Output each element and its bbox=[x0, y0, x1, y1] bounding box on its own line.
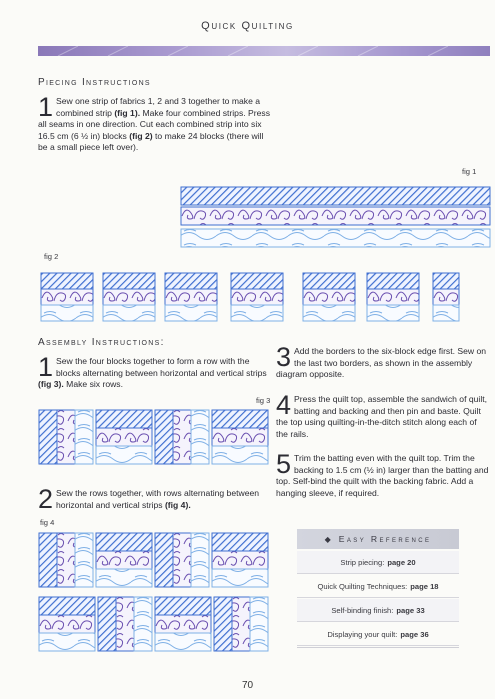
assembly-step-1 bbox=[38, 352, 270, 391]
reference-page: page 20 bbox=[387, 557, 416, 567]
strip-fabric-3 bbox=[181, 229, 490, 247]
fig-2-block bbox=[231, 273, 283, 321]
reference-page: page 36 bbox=[400, 629, 429, 639]
fig-3-block-horizontal bbox=[212, 410, 268, 464]
fig-3-row bbox=[38, 409, 270, 465]
fig-3-block-horizontal bbox=[96, 410, 152, 464]
assembly-step-3 bbox=[276, 342, 490, 381]
fig-2-label: fig 2 bbox=[44, 252, 59, 261]
fig-2-block bbox=[367, 273, 419, 321]
fig-4-row-2 bbox=[39, 597, 268, 651]
reference-item bbox=[297, 599, 459, 622]
assembly-title: Assembly Instructions: bbox=[38, 337, 165, 348]
reference-item bbox=[297, 623, 459, 646]
fig-1-strips bbox=[180, 186, 491, 248]
step-text: Sew the four blocks together to form a row with the blocks alternating between horizontal and vertical strips bbox=[56, 356, 267, 378]
fig-ref: (fig 3). bbox=[38, 379, 64, 390]
reference-label: Strip piecing: bbox=[340, 557, 385, 567]
step-text: Make four combined strips. Press all seams in one direction. Cut each combined strip into six 16.5 cm (6 ½ in) blocks bbox=[38, 107, 271, 141]
reference-label: Displaying your quilt: bbox=[327, 629, 398, 639]
page-number: 70 bbox=[241, 680, 254, 691]
fig-2-block bbox=[41, 273, 93, 321]
easy-reference-box bbox=[297, 529, 459, 648]
reference-item bbox=[297, 551, 459, 574]
step-text: Press the quilt top, assemble the sandwich of quilt, batting and backing and then pin and baste. Quilt the top using quilting-in-the-ditch stitch along each of the rails. bbox=[276, 394, 488, 439]
assembly-step-5 bbox=[276, 449, 490, 499]
step-text: Trim the batting even with the quilt top. Trim the backing to 1.5 cm (½ in) larger than the batting and top. Self-bind the quilt with the backing fabric. Add a hanging sleeve, if required. bbox=[276, 453, 489, 498]
fig-3-label: fig 3 bbox=[256, 396, 271, 405]
assembly-step-2 bbox=[38, 484, 270, 514]
fig-2-block bbox=[303, 273, 355, 321]
step-number: 1 bbox=[38, 92, 54, 122]
assembly-step-4 bbox=[276, 390, 490, 440]
header-band-pattern bbox=[38, 46, 490, 56]
fig-4-label: fig 4 bbox=[40, 518, 55, 527]
reference-item bbox=[297, 575, 459, 598]
fig-2-offcut bbox=[433, 273, 459, 321]
step-number: 3 bbox=[276, 342, 292, 372]
fig-3-block-vertical bbox=[155, 410, 209, 464]
step-text: Make six rows. bbox=[66, 379, 123, 390]
fig-ref: (fig 2) bbox=[129, 130, 153, 141]
fig-4-rows bbox=[38, 532, 270, 654]
easy-reference-title: Easy Reference bbox=[338, 534, 432, 544]
fig-ref: (fig 4). bbox=[164, 499, 191, 510]
fig-ref: (fig 1). bbox=[114, 107, 141, 118]
easy-reference-header bbox=[297, 529, 459, 549]
step-text: Sew one strip of fabrics 1, 2 and 3 together to make a combined strip bbox=[56, 96, 261, 118]
step-text: Sew the rows together, with rows alternating between horizontal and vertical strips bbox=[56, 488, 260, 510]
reference-label: Self-binding finish: bbox=[331, 605, 394, 615]
running-head: Quick Quilting bbox=[201, 20, 294, 32]
step-number: 4 bbox=[276, 390, 292, 420]
step-number: 5 bbox=[276, 449, 292, 479]
strip-fabric-2 bbox=[181, 207, 490, 225]
step-number: 1 bbox=[38, 352, 54, 382]
fig-2-block bbox=[165, 273, 217, 321]
step-text: to make 24 blocks (there will be a small piece left over). bbox=[38, 130, 264, 153]
step-text: Add the borders to the six-block edge first. Sew on the last two borders, as shown in the assembly diagram opposite. bbox=[276, 346, 487, 380]
reference-page: page 33 bbox=[396, 605, 425, 615]
fig-4-row-1 bbox=[39, 533, 268, 587]
strip-fabric-1 bbox=[181, 187, 490, 205]
fig-1-label: fig 1 bbox=[462, 167, 477, 176]
diamond-icon: ◆ bbox=[324, 534, 331, 544]
reference-page: page 18 bbox=[410, 581, 439, 591]
reference-label: Quick Quilting Techniques: bbox=[317, 581, 408, 591]
step-number: 2 bbox=[38, 484, 54, 514]
fig-2-blocks bbox=[40, 268, 470, 324]
piecing-step-1 bbox=[38, 92, 271, 154]
header-band bbox=[38, 46, 490, 56]
piecing-title: Piecing Instructions bbox=[38, 77, 151, 88]
fig-2-block bbox=[103, 273, 155, 321]
fig-3-block-vertical bbox=[39, 410, 93, 464]
